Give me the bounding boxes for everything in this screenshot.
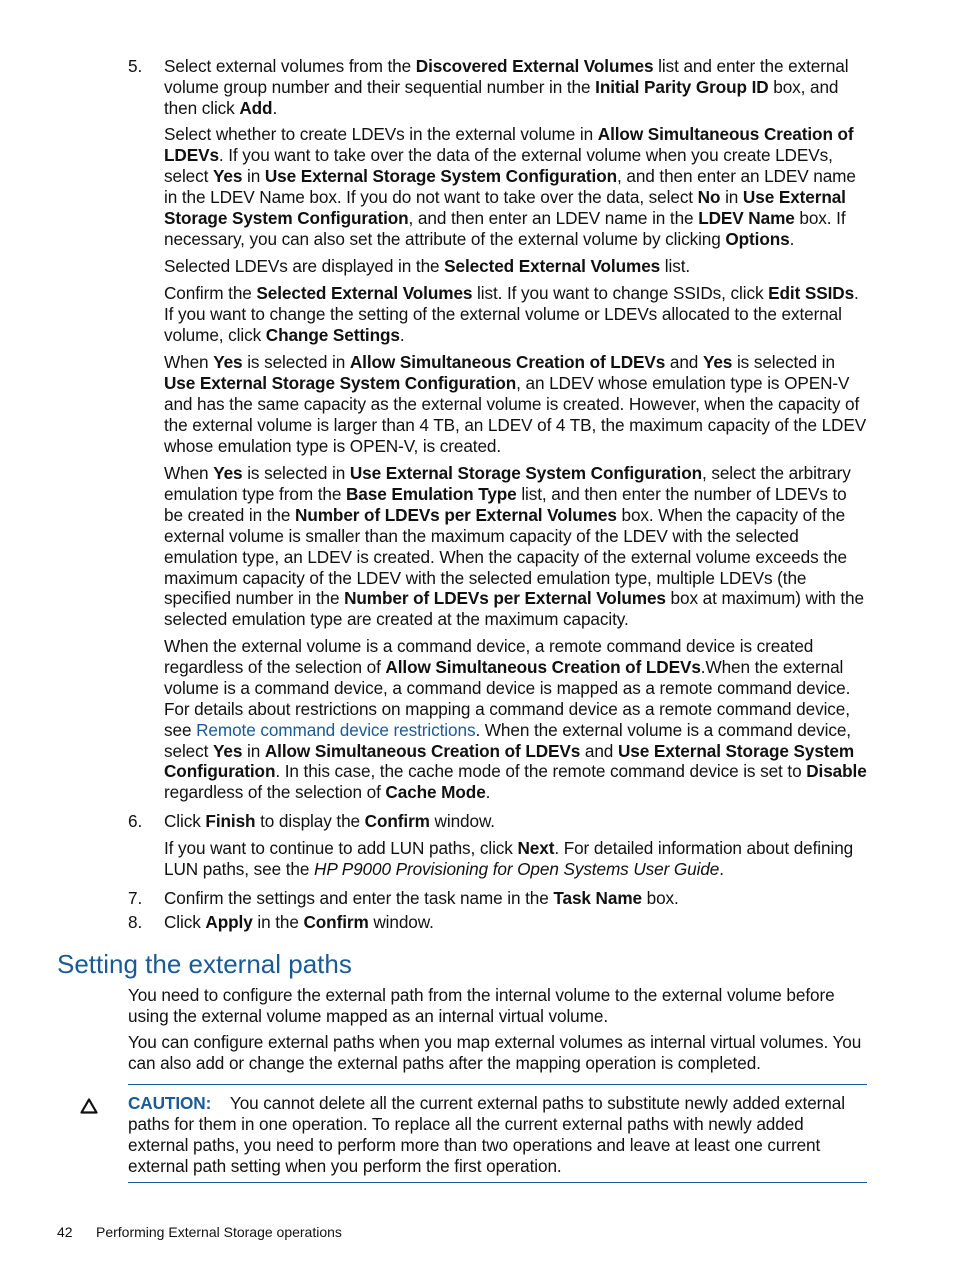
step-6-paragraph-1: [164, 811, 868, 832]
step-5-paragraph-7: [164, 636, 868, 803]
step-5-paragraph-5: [164, 352, 868, 457]
caution-text: You cannot delete all the current external paths to substitute newly added external paths for them in one operation. To replace all the current external paths with newly added external paths, you need to perform more than two operations and leave at least one current external path setting when you perform the first operation.: [128, 1093, 845, 1176]
bold-term: Yes: [213, 463, 243, 483]
bold-term: Use External Storage System Configuration: [164, 186, 846, 228]
bold-term: Finish: [205, 811, 256, 831]
step-5-paragraph-4: [164, 283, 868, 346]
text-run: , and then enter an LDEV name in the LDEV Name box. If you do not want to take over the data, select: [164, 165, 856, 207]
bold-term: Change Settings: [265, 324, 400, 345]
text-run: box. If necessary, you can also set the attribute of the external volume by clicking: [164, 207, 846, 249]
section-heading: Setting the external paths: [57, 949, 352, 979]
bold-term: Next: [517, 838, 555, 858]
text-run: in: [242, 740, 265, 761]
text-run: list. If you want to change SSIDs, click: [472, 283, 769, 303]
step-5-paragraph-3: [164, 256, 868, 277]
text-run: .: [485, 782, 491, 803]
text-run: and: [580, 740, 618, 761]
caution-label: CAUTION:: [128, 1093, 212, 1113]
text-run: .: [719, 858, 724, 879]
section-paragraph-2: You can configure external paths when you map external volumes as internal virtual volumes. You can also add or change the external paths after the mapping operation is completed.: [128, 1032, 862, 1073]
text-run: Click: [164, 811, 206, 831]
bold-term: Use External Storage System Configuration: [164, 740, 855, 782]
text-run: .: [399, 324, 405, 345]
text-run: If you want to continue to add LUN paths, click: [164, 838, 518, 858]
text-run: box.: [641, 888, 679, 908]
text-run: . For detailed information about defining LUN paths, see the: [164, 838, 854, 879]
step-5-paragraph-2: [164, 124, 868, 249]
bold-term: Initial Parity Group ID: [595, 76, 769, 97]
bold-term: Base Emulation Type: [345, 483, 517, 504]
step-6-paragraph-2: [164, 838, 868, 880]
text-run: Confirm the settings and enter the task name in the: [164, 888, 554, 908]
step-number: 6.: [128, 811, 143, 831]
step-5-paragraph-1: [164, 56, 868, 119]
text-run: Click: [164, 912, 206, 932]
text-run: . If you want to take over the data of the external volume when you create LDEVs, select: [164, 144, 833, 186]
bold-term: Confirm: [303, 912, 369, 932]
text-run: When: [164, 352, 214, 372]
step-number: 7.: [128, 888, 143, 908]
step-number: 8.: [128, 912, 143, 932]
document-title-reference: HP P9000 Provisioning for Open Systems User Guide: [314, 858, 720, 879]
section-paragraph-1: You need to configure the external path from the internal volume to the external volume before using the external volume mapped as an internal virtual volume.: [128, 985, 835, 1026]
text-run: , select the arbitrary emulation type from the: [164, 463, 851, 504]
bold-term: Confirm: [364, 811, 430, 831]
bold-term: Yes: [212, 165, 243, 186]
text-run: Confirm the: [164, 283, 257, 303]
bold-term: Cache Mode: [385, 782, 486, 803]
text-run: in: [720, 186, 743, 207]
bold-term: Selected External Volumes: [444, 256, 661, 276]
bold-term: LDEV Name: [698, 207, 795, 228]
text-run: Selected LDEVs are displayed in the: [164, 256, 445, 276]
bold-term: Yes: [213, 352, 243, 372]
step-7-paragraph: [164, 888, 868, 909]
bold-term: Task Name: [553, 888, 642, 908]
caution-triangle-icon: [80, 1098, 98, 1114]
step-5-paragraph-6: [164, 463, 868, 630]
bold-term: Add: [239, 97, 273, 118]
text-run: is selected in: [732, 352, 835, 372]
bold-term: Use External Storage System Configuration: [164, 372, 517, 393]
text-run: box. When the capacity of the external volume is smaller than the maximum capacity of the LDEV with the selected emulation type, an LDEV is created. When the capacity of the external volume exceeds the maximum capacity of the LDEV with the selected emulation type, multiple LDEVs (the specified number in the: [164, 504, 847, 609]
text-run: When the external volume is a command device, a remote command device is created regardless of the selection of: [164, 636, 814, 677]
footer-chapter-title: Performing External Storage operations: [96, 1224, 342, 1240]
bold-term: Apply: [205, 912, 253, 932]
bold-term: Allow Simultaneous Creation of LDEVs: [349, 352, 666, 372]
step-8-paragraph: [164, 912, 868, 933]
bold-term: Edit SSIDs: [768, 283, 855, 303]
text-run: Select external volumes from the: [164, 56, 416, 76]
text-run: .: [272, 97, 278, 118]
bold-term: Allow Simultaneous Creation of LDEVs: [264, 740, 581, 761]
caution-top-rule: [128, 1084, 867, 1085]
text-run: . When the external volume is a command device, select: [164, 719, 851, 761]
bold-term: Use External Storage System Configuration: [349, 463, 702, 483]
bold-term: Yes: [702, 352, 733, 372]
bold-term: Disable: [806, 761, 867, 782]
bold-term: Allow Simultaneous Creation of LDEVs: [385, 656, 701, 677]
text-run: box at maximum) with the selected emulation type are created at the maximum capacity.: [164, 588, 864, 630]
text-run: to display the: [255, 811, 365, 831]
page-number: 42: [57, 1224, 73, 1240]
bold-term: Use External Storage System Configuration: [264, 165, 618, 186]
text-run: . In this case, the cache mode of the remote command device is set to: [275, 761, 807, 782]
text-run: .When the external volume is a command device, a command device is mapped as a remote command device. For details about restrictions on mapping a command device as a remote command device, see: [164, 656, 851, 740]
text-run: , an LDEV whose emulation type is OPEN-V and has the same capacity as the external volume is created. However, when the capacity of the external volume is larger than 4 TB, an LDEV of 4 TB, the maximum capacity of the LDEV whose emulation type is OPEN-V, is created.: [164, 372, 867, 456]
caution-paragraph: [128, 1093, 868, 1177]
text-run: When: [164, 463, 214, 483]
text-run: .: [789, 228, 795, 249]
text-run: is selected in: [242, 463, 350, 483]
caution-bottom-rule: [128, 1182, 867, 1183]
text-run: and: [665, 352, 703, 372]
text-run: regardless of the selection of: [164, 782, 386, 803]
text-run: list, and then enter the number of LDEVs to be created in the: [164, 483, 847, 525]
bold-term: Yes: [212, 740, 243, 761]
cross-reference-link[interactable]: Remote command device restrictions: [196, 719, 476, 740]
text-run: box, and then click: [164, 76, 839, 118]
text-run: . If you want to change the setting of the external volume or LDEVs allocated to the external volume, click: [164, 283, 859, 345]
bold-term: Number of LDEVs per External Volumes: [295, 504, 617, 525]
bold-term: No: [697, 186, 721, 207]
bold-term: Number of LDEVs per External Volumes: [344, 588, 666, 609]
text-run: window.: [368, 912, 434, 932]
bold-term: Selected External Volumes: [256, 283, 473, 303]
bold-term: Allow Simultaneous Creation of LDEVs: [164, 124, 854, 165]
text-run: Select whether to create LDEVs in the external volume in: [164, 124, 598, 144]
text-run: window.: [429, 811, 495, 831]
bold-term: Options: [725, 228, 790, 249]
step-number: 5.: [128, 56, 143, 76]
text-run: in the: [252, 912, 304, 932]
text-run: list and enter the external volume group number and their sequential number in the: [164, 56, 849, 97]
text-run: in: [242, 165, 265, 186]
text-run: list.: [660, 256, 691, 276]
text-run: , and then enter an LDEV name in the: [408, 207, 699, 228]
text-run: is selected in: [242, 352, 350, 372]
bold-term: Discovered External Volumes: [415, 56, 654, 76]
